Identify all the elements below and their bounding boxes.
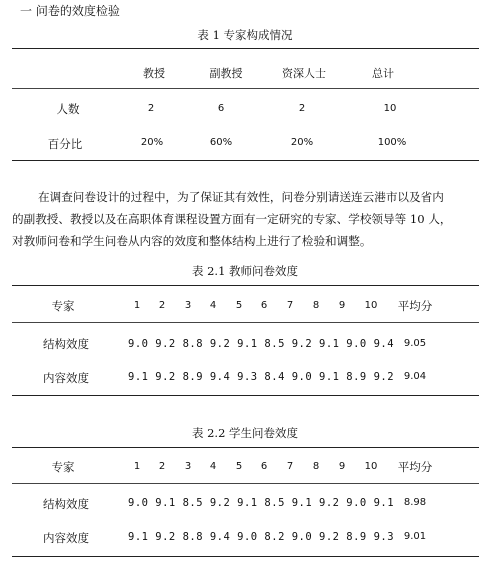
table-1-header-rule bbox=[12, 88, 479, 89]
table-2-1-header-rule bbox=[12, 322, 479, 323]
expert-number: 1 bbox=[133, 300, 141, 311]
score-list: 9.0 9.2 8.8 9.2 9.1 8.5 9.2 9.1 9.0 9.4 bbox=[128, 338, 395, 350]
score-list: 9.0 9.1 8.5 9.2 9.1 8.5 9.1 9.2 9.0 9.1 bbox=[128, 497, 395, 509]
table-1-header-professor: 教授 bbox=[143, 67, 165, 80]
expert-number: 10 bbox=[364, 461, 378, 472]
score-list: 9.1 9.2 8.9 9.4 9.3 8.4 9.0 9.1 8.9 9.2 bbox=[128, 371, 395, 383]
expert-number: 6 bbox=[260, 300, 268, 311]
table-2-1-caption: 表 2.1 教师问卷效度 bbox=[191, 264, 299, 278]
row-label: 结构效度 bbox=[43, 337, 89, 351]
paragraph-line: 在调查问卷设计的过程中，为了保证其有效性，问卷分别请送连云港市以及省内 bbox=[38, 190, 444, 204]
expert-number: 5 bbox=[235, 300, 243, 311]
expert-number: 3 bbox=[184, 461, 192, 472]
expert-number: 9 bbox=[338, 461, 346, 472]
table-1-header-senior: 资深人士 bbox=[282, 67, 326, 80]
expert-number: 1 bbox=[133, 461, 141, 472]
section-heading: 一 问卷的效度检验 bbox=[20, 4, 120, 18]
header-experts-label: 专家 bbox=[51, 299, 75, 313]
expert-number: 8 bbox=[312, 461, 320, 472]
table-cell: 60% bbox=[209, 137, 233, 148]
expert-number: 3 bbox=[184, 300, 192, 311]
table-2-2-header-rule bbox=[12, 483, 479, 484]
table-cell: 100% bbox=[377, 137, 407, 148]
header-average-label: 平均分 bbox=[397, 460, 433, 474]
expert-number: 6 bbox=[260, 461, 268, 472]
header-average-label: 平均分 bbox=[397, 299, 433, 313]
table-cell: 10 bbox=[383, 103, 397, 114]
table-1-header-total: 总计 bbox=[372, 67, 394, 80]
table-2-1-bottom-rule bbox=[12, 395, 479, 396]
table-cell: 20% bbox=[290, 137, 314, 148]
expert-number: 2 bbox=[158, 461, 166, 472]
expert-number: 8 bbox=[312, 300, 320, 311]
expert-number: 5 bbox=[235, 461, 243, 472]
table-2-2-caption: 表 2.2 学生问卷效度 bbox=[191, 426, 299, 440]
average-score: 9.05 bbox=[403, 338, 427, 349]
paragraph-line: 的副教授、教授以及在高职体育课程设置方面有一定研究的专家、学校领导等 10 人， bbox=[12, 212, 452, 226]
row-label: 百分比 bbox=[47, 137, 83, 151]
expert-number: 4 bbox=[209, 300, 217, 311]
expert-number: 7 bbox=[286, 461, 294, 472]
expert-number: 4 bbox=[209, 461, 217, 472]
body-paragraph bbox=[12, 186, 482, 252]
expert-number: 9 bbox=[338, 300, 346, 311]
table-2-2-bottom-rule bbox=[12, 556, 479, 557]
header-experts-label: 专家 bbox=[51, 460, 75, 474]
table-cell: 6 bbox=[217, 103, 225, 114]
table-2-1-top-rule bbox=[12, 285, 479, 286]
row-label: 人数 bbox=[56, 102, 80, 116]
average-score: 8.98 bbox=[403, 497, 427, 508]
table-1-caption: 表 1 专家构成情况 bbox=[197, 28, 293, 42]
table-cell: 20% bbox=[140, 137, 164, 148]
expert-number: 7 bbox=[286, 300, 294, 311]
table-1-header-associate: 副教授 bbox=[209, 67, 243, 80]
row-label: 内容效度 bbox=[43, 531, 89, 545]
row-label: 结构效度 bbox=[43, 497, 89, 511]
table-1-top-rule bbox=[12, 48, 479, 49]
table-1-bottom-rule bbox=[12, 160, 479, 161]
average-score: 9.01 bbox=[403, 531, 427, 542]
row-label: 内容效度 bbox=[43, 371, 89, 385]
table-cell: 2 bbox=[147, 103, 155, 114]
table-2-2-top-rule bbox=[12, 447, 479, 448]
average-score: 9.04 bbox=[403, 371, 427, 382]
expert-number: 10 bbox=[364, 300, 378, 311]
score-list: 9.1 9.2 8.8 9.4 9.0 8.2 9.0 9.2 8.9 9.3 bbox=[128, 531, 395, 543]
expert-number: 2 bbox=[158, 300, 166, 311]
paragraph-line: 对教师问卷和学生问卷从内容的效度和整体结构上进行了检验和调整。 bbox=[12, 234, 372, 248]
table-cell: 2 bbox=[298, 103, 306, 114]
